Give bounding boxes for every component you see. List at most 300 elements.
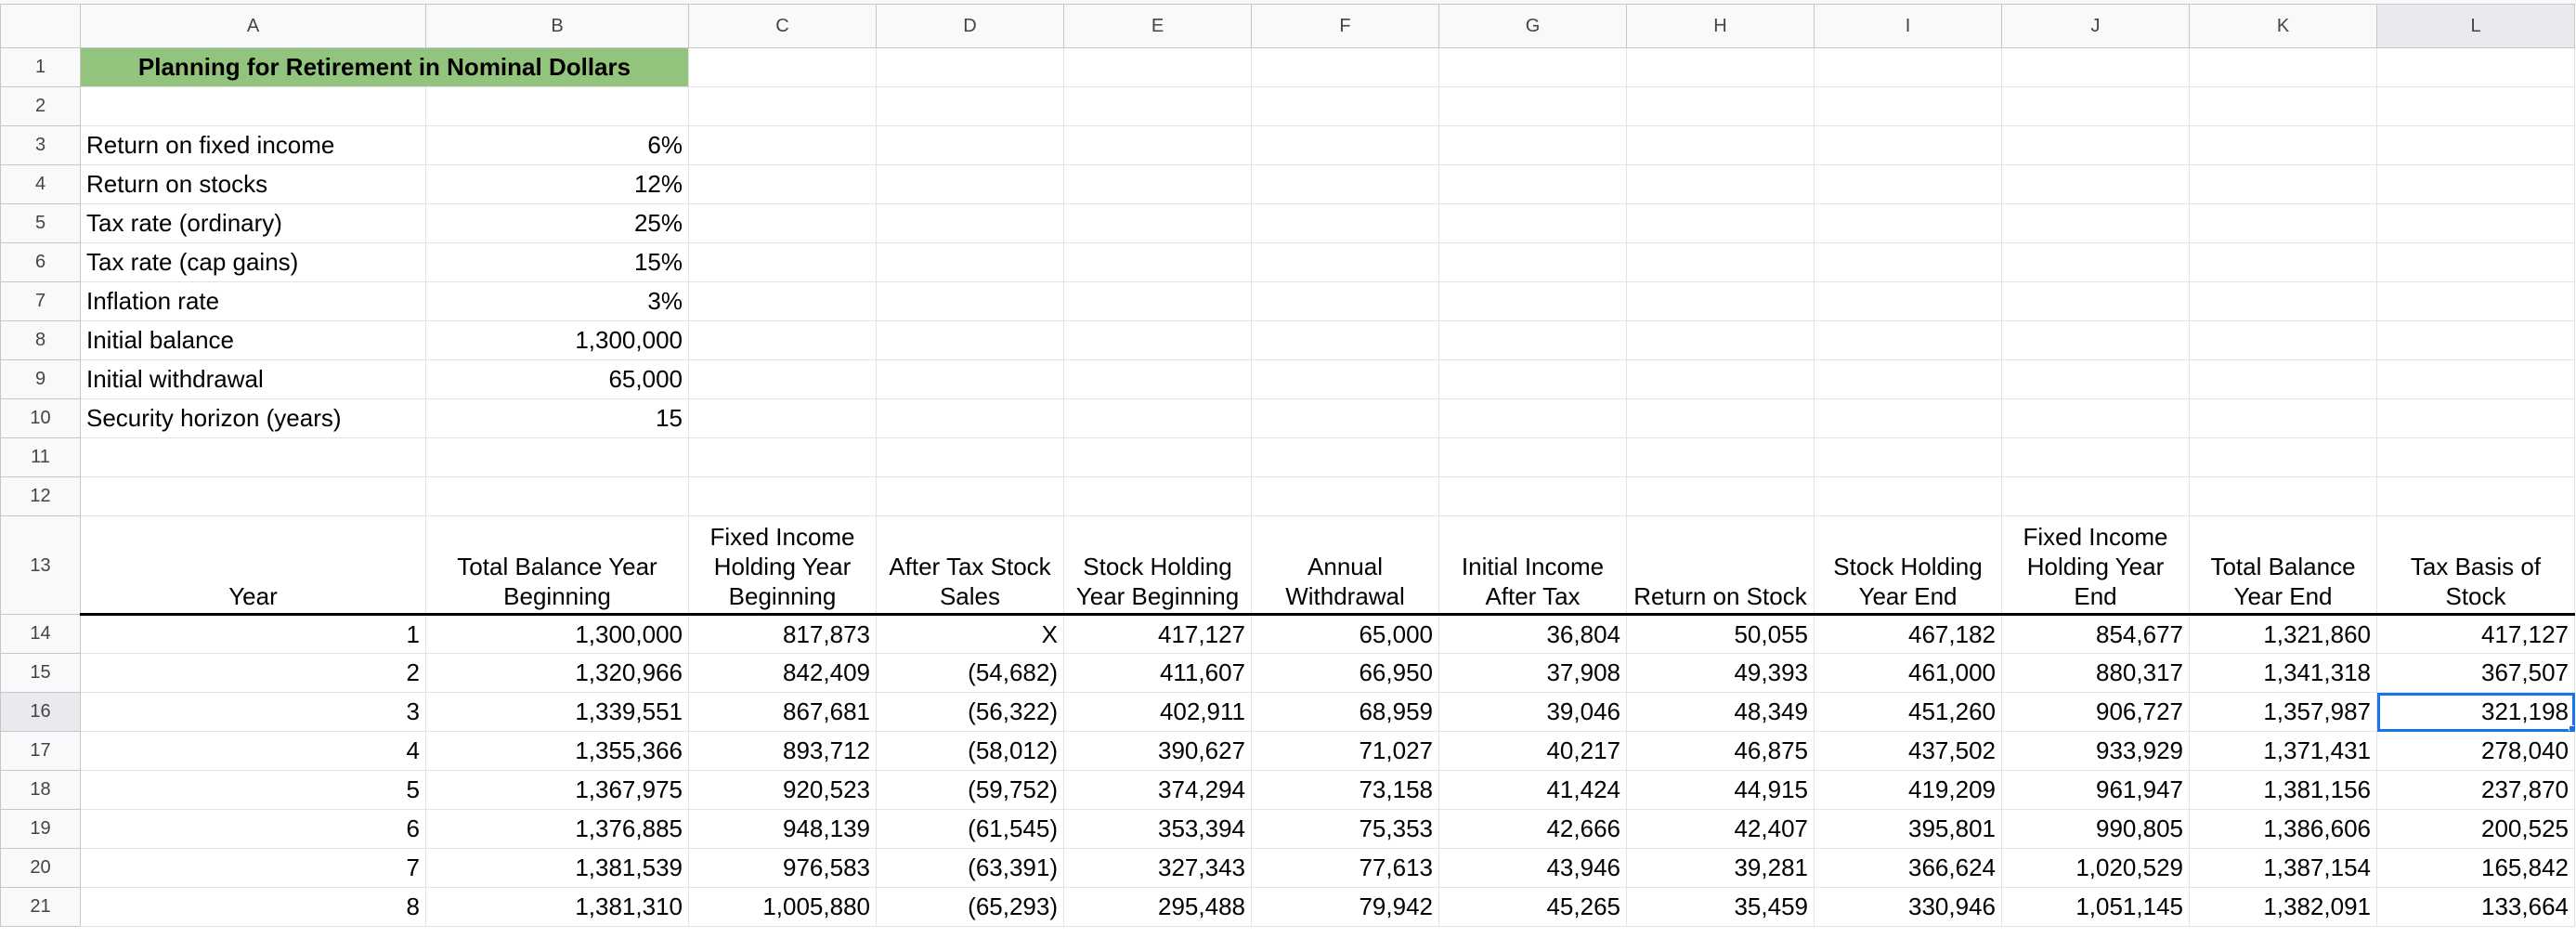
table-cell[interactable]: (59,752) xyxy=(877,771,1064,810)
cell[interactable] xyxy=(1627,360,1815,399)
table-header-cell[interactable]: Initial Income After Tax xyxy=(1439,516,1627,615)
cell[interactable] xyxy=(1064,399,1252,438)
cell[interactable] xyxy=(2377,360,2575,399)
cell[interactable] xyxy=(1815,438,2002,477)
table-cell[interactable]: 417,127 xyxy=(2377,615,2575,654)
cell[interactable] xyxy=(2190,126,2377,165)
table-cell[interactable]: 990,805 xyxy=(2002,810,2190,849)
cell[interactable] xyxy=(877,243,1064,282)
row-header[interactable]: 12 xyxy=(1,477,81,516)
table-cell[interactable]: 1,367,975 xyxy=(426,771,689,810)
table-cell[interactable]: 43,946 xyxy=(1439,849,1627,888)
cell[interactable] xyxy=(1815,243,2002,282)
cell[interactable] xyxy=(1252,477,1439,516)
cell[interactable] xyxy=(2002,438,2190,477)
row-header[interactable]: 17 xyxy=(1,732,81,771)
fill-handle[interactable] xyxy=(2569,725,2575,732)
cell[interactable] xyxy=(2377,477,2575,516)
table-row xyxy=(1,732,2575,771)
table-header-cell[interactable]: Total Balance Year End xyxy=(2190,516,2377,615)
table-cell[interactable]: 42,407 xyxy=(1627,810,1815,849)
cell[interactable] xyxy=(1627,204,1815,243)
table-cell[interactable]: 40,217 xyxy=(1439,732,1627,771)
cell[interactable] xyxy=(1627,477,1815,516)
table-header-cell[interactable]: Annual Withdrawal xyxy=(1252,516,1439,615)
table-row xyxy=(1,810,2575,849)
table-cell[interactable]: 1,005,880 xyxy=(689,888,877,927)
table-cell[interactable]: 1,300,000 xyxy=(426,615,689,654)
cell[interactable] xyxy=(1064,477,1252,516)
cell[interactable] xyxy=(1252,399,1439,438)
table-header-cell[interactable]: Stock Holding Year End xyxy=(1815,516,2002,615)
cell[interactable] xyxy=(2190,360,2377,399)
table-cell[interactable]: 327,343 xyxy=(1064,849,1252,888)
cell[interactable] xyxy=(2002,282,2190,321)
cell[interactable] xyxy=(2002,399,2190,438)
cell-grid xyxy=(0,4,2575,927)
row-header[interactable]: 14 xyxy=(1,615,81,654)
row-header[interactable]: 16 xyxy=(1,693,81,732)
cell[interactable] xyxy=(1815,321,2002,360)
input-value-cell[interactable]: 15 xyxy=(426,399,689,438)
cell[interactable] xyxy=(81,438,426,477)
cell[interactable] xyxy=(1627,126,1815,165)
table-cell[interactable]: (58,012) xyxy=(877,732,1064,771)
input-label-cell[interactable]: Return on stocks xyxy=(81,165,426,204)
cell[interactable] xyxy=(2190,321,2377,360)
input-value-cell[interactable]: 12% xyxy=(426,165,689,204)
cell[interactable] xyxy=(877,282,1064,321)
table-cell[interactable]: 2 xyxy=(81,654,426,693)
table-header-cell[interactable]: Fixed Income Holding Year Beginning xyxy=(689,516,877,615)
cell[interactable] xyxy=(2377,126,2575,165)
table-cell[interactable]: 46,875 xyxy=(1627,732,1815,771)
table-cell[interactable]: 45,265 xyxy=(1439,888,1627,927)
input-label-cell[interactable]: Tax rate (ordinary) xyxy=(81,204,426,243)
table-header-cell[interactable]: After Tax Stock Sales xyxy=(877,516,1064,615)
table-header-cell[interactable]: Stock Holding Year Beginning xyxy=(1064,516,1252,615)
cell[interactable] xyxy=(1439,87,1627,126)
table-cell[interactable]: 73,158 xyxy=(1252,771,1439,810)
table-cell[interactable]: X xyxy=(877,615,1064,654)
cell[interactable] xyxy=(1627,243,1815,282)
row-header[interactable]: 7 xyxy=(1,282,81,321)
cell[interactable] xyxy=(1064,165,1252,204)
input-value-cell[interactable]: 6% xyxy=(426,126,689,165)
cell[interactable] xyxy=(877,165,1064,204)
table-cell[interactable]: 330,946 xyxy=(1815,888,2002,927)
table-cell[interactable]: (63,391) xyxy=(877,849,1064,888)
table-header-cell[interactable]: Total Balance Year Beginning xyxy=(426,516,689,615)
cell[interactable] xyxy=(1439,165,1627,204)
cell[interactable] xyxy=(1439,399,1627,438)
cell[interactable] xyxy=(2377,438,2575,477)
cell[interactable] xyxy=(2002,243,2190,282)
cell[interactable] xyxy=(81,87,426,126)
cell[interactable] xyxy=(426,477,689,516)
sheet-row xyxy=(1,48,2575,87)
cell[interactable] xyxy=(877,87,1064,126)
cell[interactable] xyxy=(1064,360,1252,399)
column-header-row xyxy=(1,5,2575,48)
input-label-cell[interactable]: Initial balance xyxy=(81,321,426,360)
table-cell[interactable]: 44,915 xyxy=(1627,771,1815,810)
cell[interactable] xyxy=(1439,477,1627,516)
cell[interactable] xyxy=(1439,360,1627,399)
row-header[interactable]: 3 xyxy=(1,126,81,165)
cell[interactable] xyxy=(689,399,877,438)
cell[interactable] xyxy=(2002,48,2190,87)
cell[interactable] xyxy=(2190,243,2377,282)
table-cell[interactable]: 395,801 xyxy=(1815,810,2002,849)
cell[interactable] xyxy=(1439,438,1627,477)
column-header-i[interactable]: I xyxy=(1815,5,2002,48)
cell[interactable] xyxy=(1252,126,1439,165)
input-label-cell[interactable]: Security horizon (years) xyxy=(81,399,426,438)
cell[interactable] xyxy=(426,87,689,126)
table-cell[interactable]: 1,387,154 xyxy=(2190,849,2377,888)
cell[interactable] xyxy=(1064,438,1252,477)
row-header[interactable]: 6 xyxy=(1,243,81,282)
table-cell[interactable]: 1,355,366 xyxy=(426,732,689,771)
cell[interactable] xyxy=(1064,87,1252,126)
table-cell[interactable]: 42,666 xyxy=(1439,810,1627,849)
cell[interactable] xyxy=(2002,126,2190,165)
cell[interactable] xyxy=(2190,204,2377,243)
input-row xyxy=(1,204,2575,243)
table-cell[interactable]: 68,959 xyxy=(1252,693,1439,732)
table-cell[interactable]: 402,911 xyxy=(1064,693,1252,732)
cell[interactable] xyxy=(1439,282,1627,321)
table-cell[interactable]: 1,376,885 xyxy=(426,810,689,849)
cell[interactable] xyxy=(1815,477,2002,516)
table-cell[interactable]: 65,000 xyxy=(1252,615,1439,654)
table-cell[interactable]: 1,381,310 xyxy=(426,888,689,927)
cell[interactable] xyxy=(1627,282,1815,321)
table-cell[interactable]: 906,727 xyxy=(2002,693,2190,732)
cell[interactable] xyxy=(2190,48,2377,87)
cell[interactable] xyxy=(2190,477,2377,516)
row-header[interactable]: 8 xyxy=(1,321,81,360)
cell[interactable] xyxy=(1627,399,1815,438)
cell[interactable] xyxy=(2002,87,2190,126)
cell[interactable] xyxy=(877,48,1064,87)
table-cell[interactable]: 367,507 xyxy=(2377,654,2575,693)
table-cell[interactable]: 1,320,966 xyxy=(426,654,689,693)
table-cell[interactable]: 417,127 xyxy=(1064,615,1252,654)
table-cell[interactable]: 39,046 xyxy=(1439,693,1627,732)
table-cell[interactable]: 948,139 xyxy=(689,810,877,849)
table-cell[interactable]: 1,381,539 xyxy=(426,849,689,888)
table-cell[interactable]: 1,020,529 xyxy=(2002,849,2190,888)
cell[interactable] xyxy=(2377,165,2575,204)
cell[interactable] xyxy=(1815,165,2002,204)
cell[interactable] xyxy=(1815,87,2002,126)
table-header-cell[interactable]: Fixed Income Holding Year End xyxy=(2002,516,2190,615)
column-header-a[interactable]: A xyxy=(81,5,426,48)
cell[interactable] xyxy=(1064,204,1252,243)
table-cell[interactable]: 880,317 xyxy=(2002,654,2190,693)
cell[interactable] xyxy=(689,243,877,282)
cell[interactable] xyxy=(1815,48,2002,87)
row-header[interactable]: 19 xyxy=(1,810,81,849)
cell[interactable] xyxy=(2190,87,2377,126)
input-label-cell[interactable]: Initial withdrawal xyxy=(81,360,426,399)
table-cell[interactable]: 49,393 xyxy=(1627,654,1815,693)
row-header[interactable]: 1 xyxy=(1,48,81,87)
table-cell[interactable]: 842,409 xyxy=(689,654,877,693)
table-cell[interactable]: 77,613 xyxy=(1252,849,1439,888)
input-row xyxy=(1,243,2575,282)
table-cell[interactable]: 437,502 xyxy=(1815,732,2002,771)
table-cell[interactable]: 39,281 xyxy=(1627,849,1815,888)
table-cell[interactable]: 37,908 xyxy=(1439,654,1627,693)
cell[interactable] xyxy=(1815,204,2002,243)
table-cell[interactable]: 41,424 xyxy=(1439,771,1627,810)
cell[interactable] xyxy=(2002,321,2190,360)
cell[interactable] xyxy=(877,321,1064,360)
table-cell[interactable]: 1 xyxy=(81,615,426,654)
table-cell[interactable]: (56,322) xyxy=(877,693,1064,732)
row-header[interactable]: 5 xyxy=(1,204,81,243)
cell[interactable] xyxy=(81,477,426,516)
table-row xyxy=(1,693,2575,732)
cell[interactable] xyxy=(689,48,877,87)
sheet-title-cell[interactable]: Planning for Retirement in Nominal Dollars xyxy=(81,48,689,87)
column-header-b[interactable]: B xyxy=(426,5,689,48)
table-cell[interactable]: 165,842 xyxy=(2377,849,2575,888)
cell[interactable] xyxy=(689,165,877,204)
cell[interactable] xyxy=(1064,282,1252,321)
column-header-g[interactable]: G xyxy=(1439,5,1627,48)
table-cell[interactable]: 133,664 xyxy=(2377,888,2575,927)
column-header-j[interactable]: J xyxy=(2002,5,2190,48)
cell[interactable] xyxy=(1252,243,1439,282)
table-cell[interactable]: (61,545) xyxy=(877,810,1064,849)
table-row xyxy=(1,654,2575,693)
table-cell[interactable]: 419,209 xyxy=(1815,771,2002,810)
table-cell[interactable]: 390,627 xyxy=(1064,732,1252,771)
cell[interactable] xyxy=(877,126,1064,165)
table-cell[interactable]: 1,051,145 xyxy=(2002,888,2190,927)
table-cell[interactable]: 48,349 xyxy=(1627,693,1815,732)
selected-cell[interactable]: 321,198 xyxy=(2377,693,2575,732)
table-cell[interactable]: 1,386,606 xyxy=(2190,810,2377,849)
table-cell[interactable]: 366,624 xyxy=(1815,849,2002,888)
sheet-row xyxy=(1,438,2575,477)
cell[interactable] xyxy=(1439,126,1627,165)
cell[interactable] xyxy=(1815,126,2002,165)
table-header-row xyxy=(1,516,2575,615)
table-cell[interactable]: 467,182 xyxy=(1815,615,2002,654)
column-header-k[interactable]: K xyxy=(2190,5,2377,48)
table-cell[interactable]: 35,459 xyxy=(1627,888,1815,927)
cell[interactable] xyxy=(877,360,1064,399)
cell[interactable] xyxy=(1064,243,1252,282)
table-header-cell[interactable]: Year xyxy=(81,516,426,615)
cell[interactable] xyxy=(1815,360,2002,399)
row-header[interactable]: 20 xyxy=(1,849,81,888)
cell[interactable] xyxy=(1252,438,1439,477)
cell[interactable] xyxy=(877,399,1064,438)
table-header-cell[interactable]: Return on Stock xyxy=(1627,516,1815,615)
table-cell[interactable]: 461,000 xyxy=(1815,654,2002,693)
cell[interactable] xyxy=(1064,48,1252,87)
cell[interactable] xyxy=(2190,438,2377,477)
column-header-d[interactable]: D xyxy=(877,5,1064,48)
cell[interactable] xyxy=(689,477,877,516)
table-cell[interactable]: 3 xyxy=(81,693,426,732)
cell[interactable] xyxy=(689,87,877,126)
table-cell[interactable]: 1,321,860 xyxy=(2190,615,2377,654)
cell[interactable] xyxy=(1064,321,1252,360)
table-cell[interactable]: (54,682) xyxy=(877,654,1064,693)
table-cell[interactable]: 71,027 xyxy=(1252,732,1439,771)
row-header[interactable]: 21 xyxy=(1,888,81,927)
row-header[interactable]: 18 xyxy=(1,771,81,810)
table-cell[interactable]: 961,947 xyxy=(2002,771,2190,810)
cell[interactable] xyxy=(1439,204,1627,243)
table-cell[interactable]: 976,583 xyxy=(689,849,877,888)
table-cell[interactable]: 36,804 xyxy=(1439,615,1627,654)
cell[interactable] xyxy=(1627,48,1815,87)
table-cell[interactable]: 6 xyxy=(81,810,426,849)
cell[interactable] xyxy=(1252,87,1439,126)
cell[interactable] xyxy=(426,438,689,477)
cell[interactable] xyxy=(1252,321,1439,360)
input-label-cell[interactable]: Tax rate (cap gains) xyxy=(81,243,426,282)
cell[interactable] xyxy=(877,204,1064,243)
table-cell[interactable]: 1,339,551 xyxy=(426,693,689,732)
row-header[interactable]: 11 xyxy=(1,438,81,477)
input-label-cell[interactable]: Inflation rate xyxy=(81,282,426,321)
row-header[interactable]: 10 xyxy=(1,399,81,438)
cell[interactable] xyxy=(1627,87,1815,126)
cell[interactable] xyxy=(689,282,877,321)
cell[interactable] xyxy=(2377,282,2575,321)
cell[interactable] xyxy=(2002,204,2190,243)
cell[interactable] xyxy=(1252,204,1439,243)
cell[interactable] xyxy=(1627,321,1815,360)
cell[interactable] xyxy=(2002,165,2190,204)
row-header[interactable]: 4 xyxy=(1,165,81,204)
cell[interactable] xyxy=(1252,165,1439,204)
table-cell[interactable]: 1,371,431 xyxy=(2190,732,2377,771)
cell[interactable] xyxy=(2002,360,2190,399)
table-cell[interactable]: 374,294 xyxy=(1064,771,1252,810)
input-row xyxy=(1,165,2575,204)
table-cell[interactable]: 79,942 xyxy=(1252,888,1439,927)
cell[interactable] xyxy=(2377,321,2575,360)
table-cell[interactable]: 5 xyxy=(81,771,426,810)
table-cell[interactable]: (65,293) xyxy=(877,888,1064,927)
table-cell[interactable]: 1,341,318 xyxy=(2190,654,2377,693)
input-row xyxy=(1,399,2575,438)
cell[interactable] xyxy=(877,477,1064,516)
table-cell[interactable]: 1,381,156 xyxy=(2190,771,2377,810)
table-cell[interactable]: 893,712 xyxy=(689,732,877,771)
table-cell[interactable]: 854,677 xyxy=(2002,615,2190,654)
table-header-cell[interactable]: Tax Basis of Stock xyxy=(2377,516,2575,615)
table-cell[interactable]: 920,523 xyxy=(689,771,877,810)
cell[interactable] xyxy=(1439,243,1627,282)
row-header[interactable]: 13 xyxy=(1,516,81,615)
cell[interactable] xyxy=(1815,282,2002,321)
cell[interactable] xyxy=(2377,87,2575,126)
input-value-cell[interactable]: 3% xyxy=(426,282,689,321)
column-header-f[interactable]: F xyxy=(1252,5,1439,48)
input-value-cell[interactable]: 65,000 xyxy=(426,360,689,399)
table-cell[interactable]: 933,929 xyxy=(2002,732,2190,771)
cell[interactable] xyxy=(1627,165,1815,204)
table-cell[interactable]: 451,260 xyxy=(1815,693,2002,732)
table-cell[interactable]: 867,681 xyxy=(689,693,877,732)
cell[interactable] xyxy=(1252,360,1439,399)
cell[interactable] xyxy=(1064,126,1252,165)
cell[interactable] xyxy=(689,438,877,477)
cell[interactable] xyxy=(1252,282,1439,321)
input-value-cell[interactable]: 15% xyxy=(426,243,689,282)
table-cell[interactable]: 278,040 xyxy=(2377,732,2575,771)
input-label-cell[interactable]: Return on fixed income xyxy=(81,126,426,165)
column-header-h[interactable]: H xyxy=(1627,5,1815,48)
table-cell[interactable]: 75,353 xyxy=(1252,810,1439,849)
table-cell[interactable]: 1,357,987 xyxy=(2190,693,2377,732)
table-cell[interactable]: 353,394 xyxy=(1064,810,1252,849)
cell[interactable] xyxy=(2190,282,2377,321)
cell[interactable] xyxy=(877,438,1064,477)
cell[interactable] xyxy=(1439,48,1627,87)
table-cell[interactable]: 1,382,091 xyxy=(2190,888,2377,927)
cell[interactable] xyxy=(1627,438,1815,477)
table-cell[interactable]: 411,607 xyxy=(1064,654,1252,693)
column-header-l[interactable]: L xyxy=(2377,5,2575,48)
table-cell[interactable]: 7 xyxy=(81,849,426,888)
cell[interactable] xyxy=(2377,48,2575,87)
input-row xyxy=(1,321,2575,360)
cell[interactable] xyxy=(2190,399,2377,438)
cell[interactable] xyxy=(1815,399,2002,438)
input-value-cell[interactable]: 25% xyxy=(426,204,689,243)
column-header-c[interactable]: C xyxy=(689,5,877,48)
cell[interactable] xyxy=(2377,204,2575,243)
cell[interactable] xyxy=(2377,399,2575,438)
cell[interactable] xyxy=(1439,321,1627,360)
row-header[interactable]: 9 xyxy=(1,360,81,399)
cell[interactable] xyxy=(689,204,877,243)
cell[interactable] xyxy=(1252,48,1439,87)
table-cell[interactable]: 200,525 xyxy=(2377,810,2575,849)
row-header[interactable]: 2 xyxy=(1,87,81,126)
row-header[interactable]: 15 xyxy=(1,654,81,693)
cell[interactable] xyxy=(689,126,877,165)
table-cell[interactable]: 8 xyxy=(81,888,426,927)
select-all-corner[interactable] xyxy=(1,5,81,48)
cell[interactable] xyxy=(2377,243,2575,282)
cell[interactable] xyxy=(2190,165,2377,204)
cell[interactable] xyxy=(689,321,877,360)
column-header-e[interactable]: E xyxy=(1064,5,1252,48)
cell[interactable] xyxy=(689,360,877,399)
input-value-cell[interactable]: 1,300,000 xyxy=(426,321,689,360)
table-cell[interactable]: 295,488 xyxy=(1064,888,1252,927)
table-cell[interactable]: 237,870 xyxy=(2377,771,2575,810)
cell[interactable] xyxy=(2002,477,2190,516)
table-cell[interactable]: 4 xyxy=(81,732,426,771)
table-cell[interactable]: 66,950 xyxy=(1252,654,1439,693)
table-cell[interactable]: 50,055 xyxy=(1627,615,1815,654)
table-cell[interactable]: 817,873 xyxy=(689,615,877,654)
